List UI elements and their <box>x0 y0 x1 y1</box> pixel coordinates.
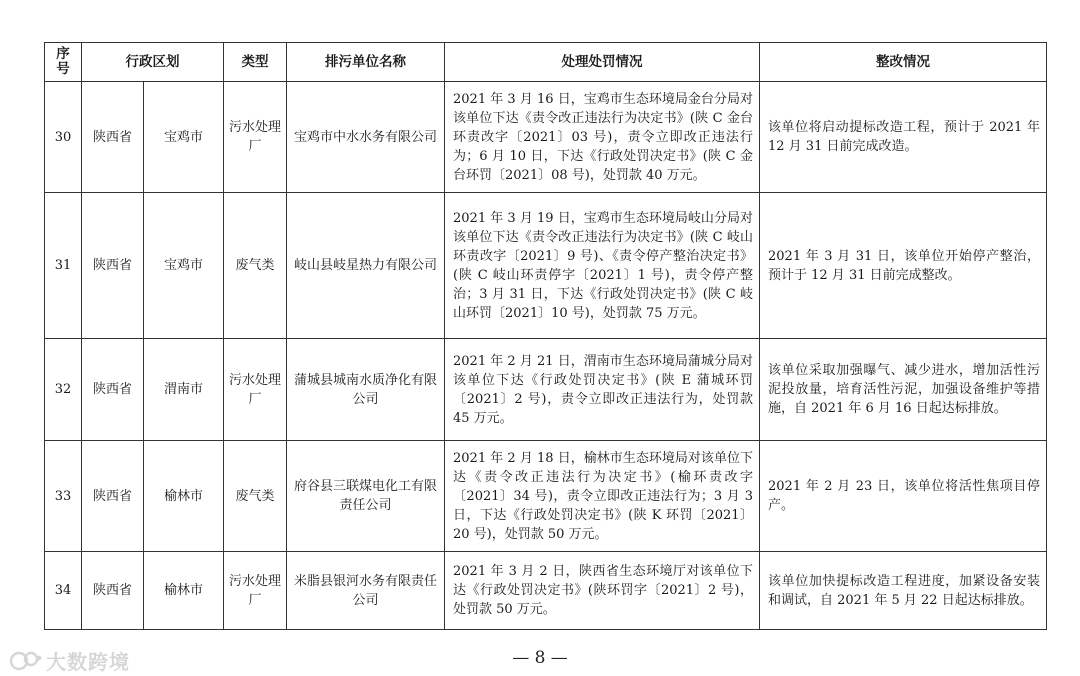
header-region: 行政区划 <box>82 43 224 82</box>
row-number: 32 <box>45 339 82 441</box>
row-penalty: 2021 年 3 月 2 日，陕西省生态环境厅对该单位下达《行政处罚决定书》(陕环罚字〔2021〕2 号)，处罚款 50 万元。 <box>445 552 760 630</box>
watermark <box>8 646 130 675</box>
row-number: 30 <box>45 82 82 193</box>
row-city: 榆林市 <box>144 552 224 630</box>
table-row <box>45 441 1047 552</box>
row-company: 蒲城县城南水质净化有限公司 <box>287 339 445 441</box>
row-province: 陕西省 <box>82 441 144 552</box>
row-company: 府谷县三联煤电化工有限责任公司 <box>287 441 445 552</box>
table-row <box>45 339 1047 441</box>
row-city: 宝鸡市 <box>144 193 224 339</box>
row-rectification: 该单位采取加强曝气、减少进水，增加活性污泥投放量，培育活性污泥，加强设备维护等措施，自 2021 年 6 月 16 日起达标排放。 <box>760 339 1047 441</box>
row-rectification: 2021 年 3 月 31 日，该单位开始停产整治，预计于 12 月 31 日前完成整改。 <box>760 193 1047 339</box>
row-number: 34 <box>45 552 82 630</box>
row-penalty: 2021 年 3 月 19 日，宝鸡市生态环境局岐山分局对该单位下达《责令改正违法行为决定书》(陕 C 岐山环责改字〔2021〕9 号)、《责令停产整治决定书》(陕 C 岐山环责停字〔2021〕1 号)，责令停产整治；3 月 31 日，下达《行政处罚决定书》(陕 C 岐山环罚〔2021〕10 号)，处罚款 75 万元。 <box>445 193 760 339</box>
row-penalty: 2021 年 3 月 16 日，宝鸡市生态环境局金台分局对该单位下达《责令改正违法行为决定书》(陕 C 金台环责改字〔2021〕03 号)，责令立即改正违法行为；6 月 10 日，下达《行政处罚决定书》(陕 C 金台环罚〔2021〕08 号)，处罚款 40 万元。 <box>445 82 760 193</box>
row-province: 陕西省 <box>82 193 144 339</box>
header-type: 类型 <box>224 43 287 82</box>
row-type: 污水处理厂 <box>224 82 287 193</box>
row-type: 污水处理厂 <box>224 552 287 630</box>
header-rectification: 整改情况 <box>760 43 1047 82</box>
row-number: 33 <box>45 441 82 552</box>
row-province: 陕西省 <box>82 552 144 630</box>
row-type: 废气类 <box>224 441 287 552</box>
table-row <box>45 193 1047 339</box>
table-row <box>45 82 1047 193</box>
header-penalty: 处理处罚情况 <box>445 43 760 82</box>
header-company: 排污单位名称 <box>287 43 445 82</box>
row-rectification: 该单位加快提标改造工程进度，加紧设备安装和调试，自 2021 年 5 月 22 日起达标排放。 <box>760 552 1047 630</box>
row-rectification: 2021 年 2 月 23 日，该单位将活性焦项目停产。 <box>760 441 1047 552</box>
row-type: 废气类 <box>224 193 287 339</box>
row-rectification: 该单位将启动提标改造工程，预计于 2021 年 12 月 31 日前完成改造。 <box>760 82 1047 193</box>
row-type: 污水处理厂 <box>224 339 287 441</box>
row-company: 米脂县银河水务有限责任公司 <box>287 552 445 630</box>
penalty-table <box>44 42 1047 630</box>
row-province: 陕西省 <box>82 82 144 193</box>
page-number: — 8 — <box>512 648 568 668</box>
row-company: 岐山县岐星热力有限公司 <box>287 193 445 339</box>
row-city: 渭南市 <box>144 339 224 441</box>
table-row <box>45 552 1047 630</box>
header-seq <box>45 43 82 82</box>
row-penalty: 2021 年 2 月 21 日，渭南市生态环境局蒲城分局对该单位下达《行政处罚决定书》(陕 E 蒲城环罚〔2021〕2 号)，责令立即改正违法行为，处罚款 45 万元。 <box>445 339 760 441</box>
header-seq-label: 序号 <box>56 46 70 77</box>
row-number: 31 <box>45 193 82 339</box>
row-city: 榆林市 <box>144 441 224 552</box>
watermark-text: 大数跨境 <box>46 650 130 674</box>
row-penalty: 2021 年 2 月 18 日，榆林市生态环境局对该单位下达《责令改正违法行为决定书》(榆环责改字〔2021〕34 号)，责令立即改正违法行为；3 月 3 日，下达《行政处罚决定书》(陕 K 环罚〔2021〕20 号)，处罚款 50 万元。 <box>445 441 760 552</box>
row-province: 陕西省 <box>82 339 144 441</box>
row-city: 宝鸡市 <box>144 82 224 193</box>
row-company: 宝鸡市中水水务有限公司 <box>287 82 445 193</box>
header-row <box>45 43 1047 82</box>
chat-bubble-logo-icon <box>8 650 42 672</box>
